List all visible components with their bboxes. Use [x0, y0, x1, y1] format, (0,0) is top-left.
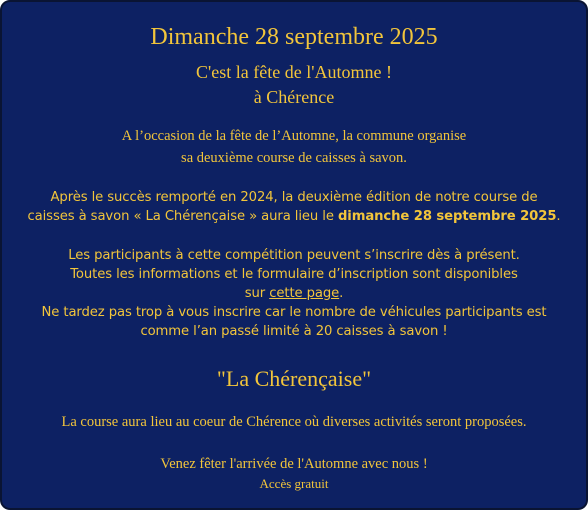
registration-line-2: Toutes les informations et le formulaire d’inscription sont disponibles: [70, 267, 518, 282]
location-subtitle: à Chérence: [253, 87, 335, 107]
registration-page-link[interactable]: cette page: [269, 286, 340, 301]
activities-text: La course aura lieu au coeur de Chérence où diverses activités seront proposées.: [61, 414, 527, 430]
event-date-title: Dimanche 28 septembre 2025: [150, 24, 438, 50]
intro-line-1: A l’occasion de la fête de l’Automne, la commune organise: [121, 128, 467, 144]
fete-subtitle: C'est la fête de l'Automne !: [196, 62, 392, 82]
registration-line-3-text: sur: [244, 286, 270, 301]
invitation-text: Venez fêter l'arrivée de l'Automne avec nous !: [160, 456, 428, 472]
free-entry-text: Accès gratuit: [259, 476, 329, 491]
registration-line-1: Les participants à cette compétition peuvent s’inscrire dès à présent.: [68, 248, 520, 263]
success-line-1: Après le succès remporté en 2024, la deuxième édition de notre course de: [50, 190, 538, 205]
event-date-bold: dimanche 28 septembre 2025: [337, 209, 557, 224]
intro-line-2: sa deuxième course de caisses à savon.: [181, 150, 407, 166]
race-name-heading: "La Chérençaise": [216, 366, 372, 391]
registration-line-3: [2, 286, 586, 301]
registration-line-4: Ne tardez pas trop à vous inscrire car le nombre de véhicules participants est: [41, 305, 547, 320]
success-line-2: [2, 209, 586, 224]
registration-line-3-end: .: [339, 286, 344, 301]
success-line-2-text: caisses à savon « La Chérençaise » aura lieu le: [27, 209, 338, 224]
success-line-2-end: .: [556, 209, 561, 224]
registration-line-5: comme l’an passé limité à 20 caisses à savon !: [140, 324, 448, 339]
